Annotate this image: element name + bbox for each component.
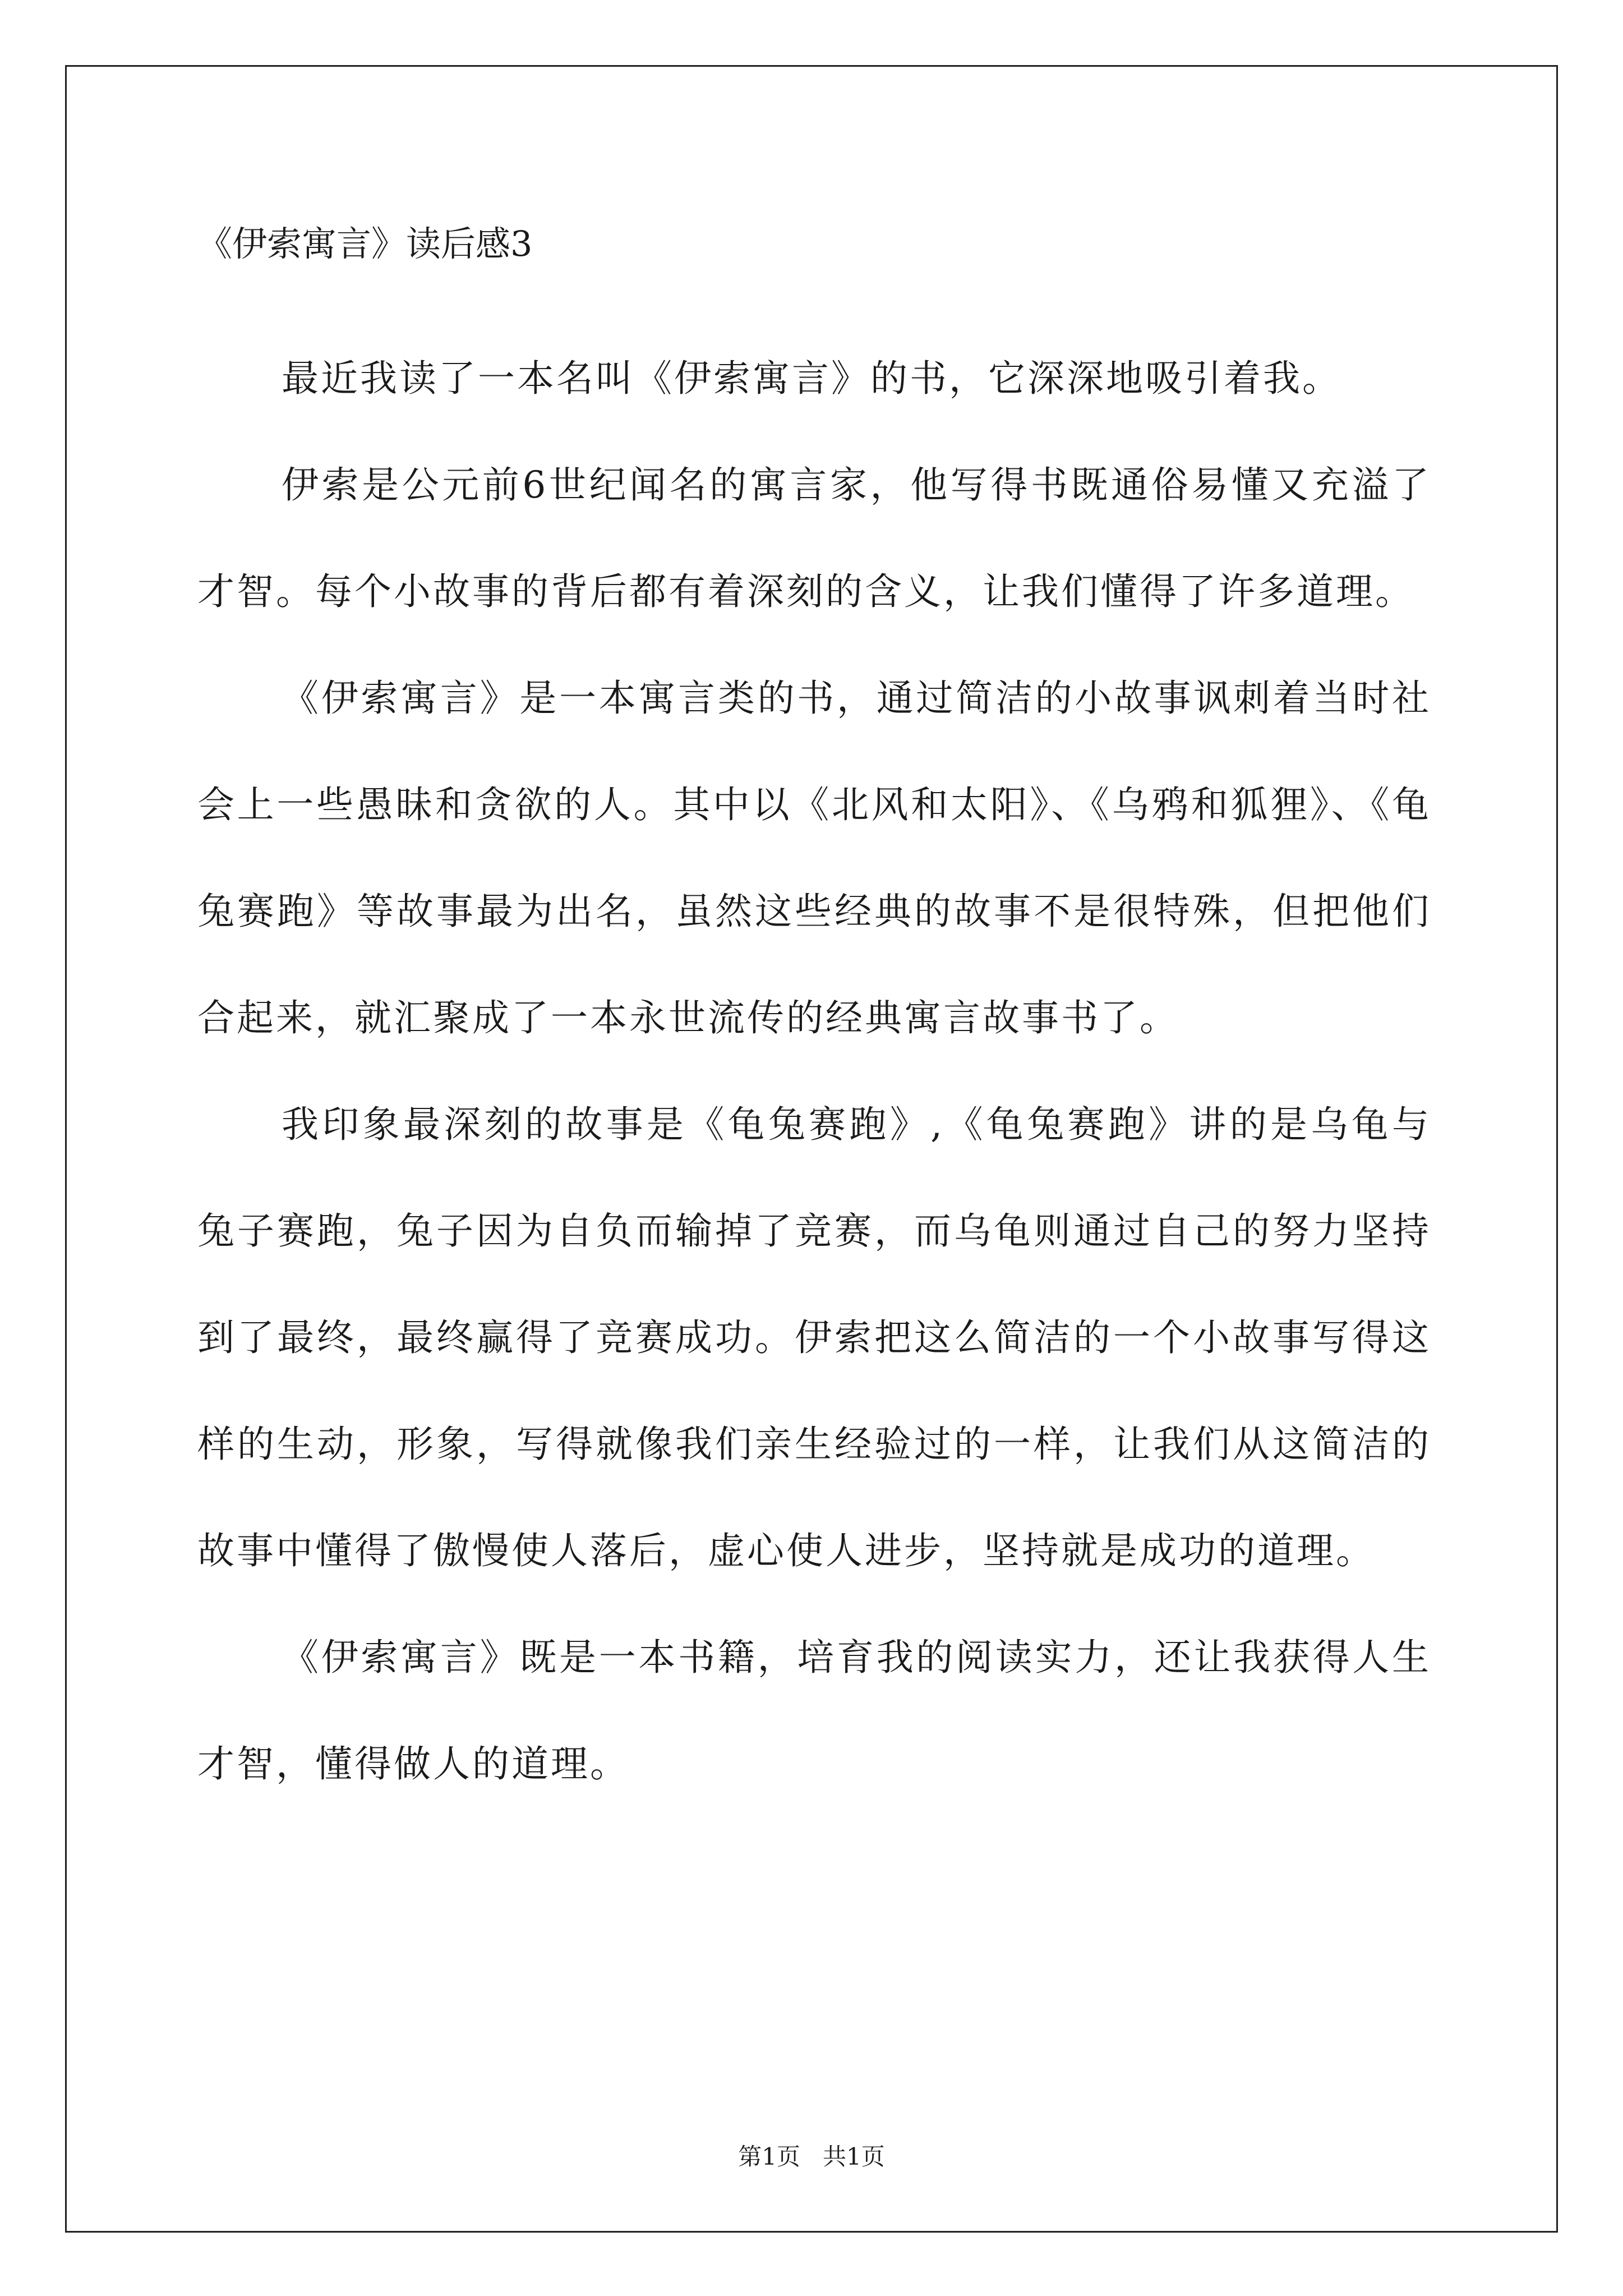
paragraph-3: 《伊索寓言》是一本寓言类的书，通过简洁的小故事讽刺着当时社会上一些愚昧和贪欲的人。其中以《北风和太阳》、《乌鸦和狐狸》、《龟兔赛跑》等故事最为出名，虽然这些经典的故事不是很特殊，但把他们合起来，就汇聚成了一本永世流传的经典寓言故事书了。	[197, 677, 1431, 1039]
paragraph-5: 《伊索寓言》既是一本书籍，培育我的阅读实力，还让我获得人生才智，懂得做人的道理。	[197, 1636, 1431, 1786]
document-body	[197, 219, 1431, 1818]
paragraph-4: 我印象最深刻的故事是《龟兔赛跑》,《龟兔赛跑》讲的是乌龟与兔子赛跑，兔子因为自负而输掉了竞赛，而乌龟则通过自己的努力坚持到了最终，最终赢得了竞赛成功。伊索把这么简洁的一个小故事写得这样的生动，形象，写得就像我们亲生经验过的一样，让我们从这简洁的故事中懂得了傲慢使人落后，虚心使人进步，坚持就是成功的道理。	[197, 1103, 1431, 1572]
document-title: 《伊索寓言》读后感3	[197, 223, 533, 264]
page-footer: 第1页 共1页	[738, 2143, 885, 2170]
paragraph-1: 最近我读了一本名叫《伊索寓言》的书，它深深地吸引着我。	[282, 357, 1341, 400]
paragraph-2: 伊索是公元前6世纪闻名的寓言家，他写得书既通俗易懂又充溢了才智。每个小故事的背后都有着深刻的含义，让我们懂得了许多道理。	[197, 463, 1431, 613]
